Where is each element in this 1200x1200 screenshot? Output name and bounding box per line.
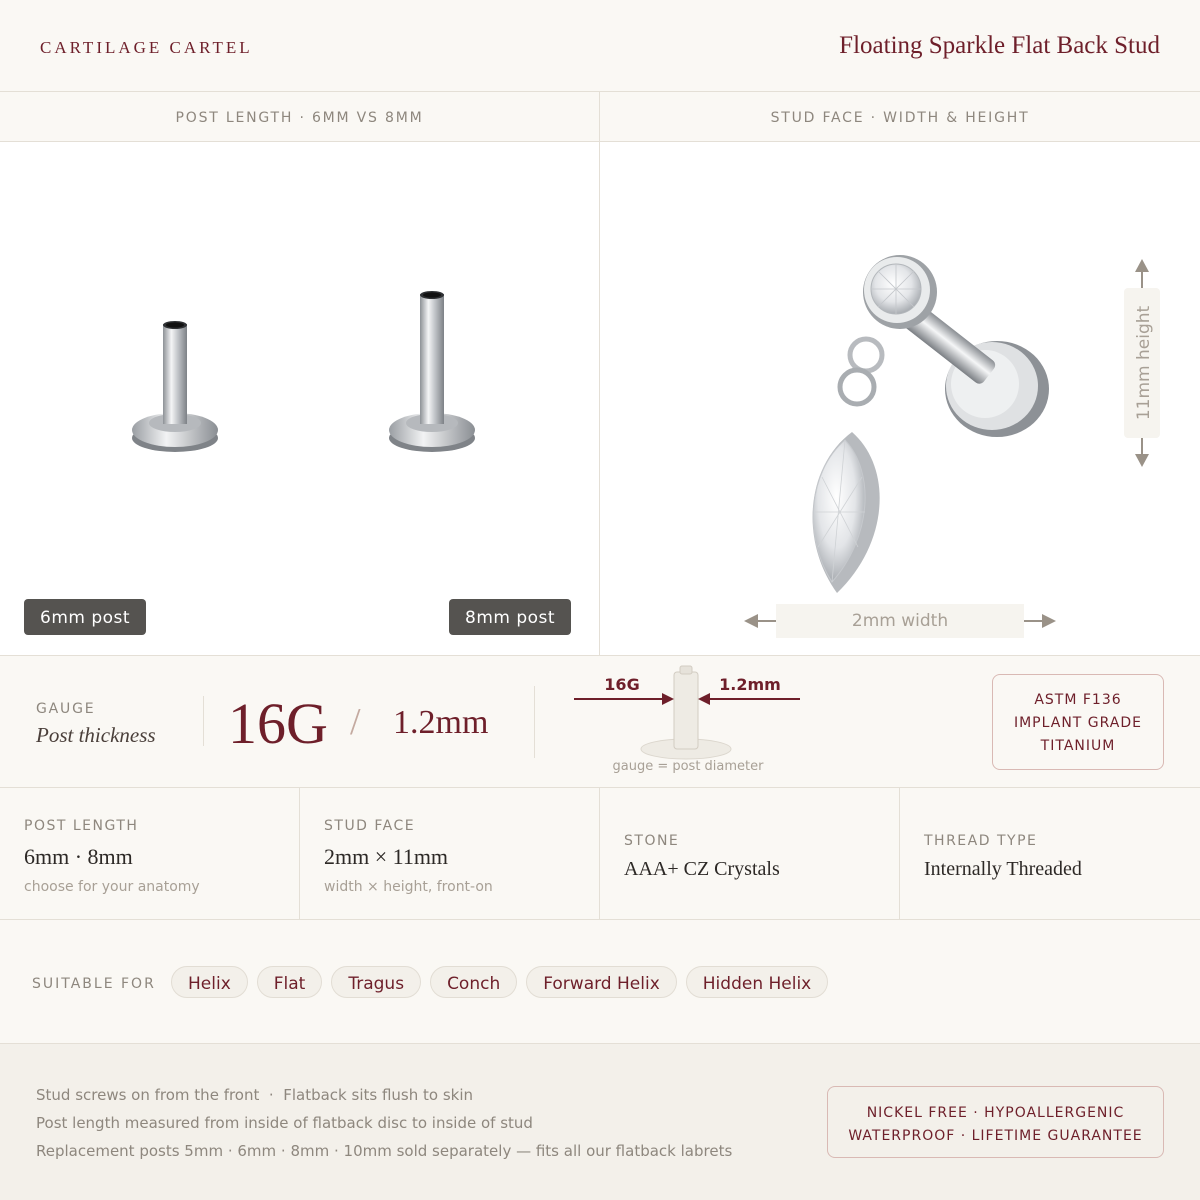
guarantee-badge <box>827 1086 1164 1158</box>
spec-note: width × height, front-on <box>324 879 493 895</box>
arrow-left-icon <box>698 693 710 705</box>
arrow-up-icon <box>1135 259 1149 272</box>
brand-logo[interactable]: CARTILAGE CARTEL <box>40 38 253 57</box>
piercing-chip-hidden-helix[interactable]: Hidden Helix <box>686 966 828 998</box>
spec-grid <box>0 788 1200 920</box>
guarantee-line: NICKEL FREE · HYPOALLERGENIC <box>866 1105 1125 1121</box>
material-badge <box>992 674 1164 770</box>
piercing-chip-helix[interactable]: Helix <box>171 966 248 998</box>
divider <box>203 696 204 746</box>
header <box>0 0 1200 92</box>
height-dimension <box>1124 259 1160 467</box>
spec-value: AAA+ CZ Crystals <box>624 858 780 880</box>
divider <box>534 686 535 758</box>
spec-label: THREAD TYPE <box>924 833 1038 849</box>
piercing-chip-conch[interactable]: Conch <box>430 966 517 998</box>
post-length-panel <box>0 92 600 656</box>
stud-face-illustration <box>600 142 1200 654</box>
diagram-caption: gauge = post diameter <box>612 759 764 774</box>
footer-note: Replacement posts 5mm · 6mm · 8mm · 10mm sold separately — fits all our flatback labrets <box>36 1142 733 1160</box>
spec-label: STUD FACE <box>324 818 416 834</box>
spec-post-length <box>0 788 300 919</box>
gauge-separator: / <box>350 701 361 743</box>
piercing-chip-forward-helix[interactable]: Forward Helix <box>526 966 677 998</box>
spec-note: choose for your anatomy <box>24 879 200 895</box>
post-length-illustration <box>0 142 600 654</box>
piercing-chip-list <box>171 966 828 998</box>
stud-face-heading: STUD FACE · WIDTH & HEIGHT <box>600 92 1200 142</box>
gauge-subtitle: Post thickness <box>36 723 156 747</box>
piercing-chip-tragus[interactable]: Tragus <box>331 966 421 998</box>
diagram-gauge-label: 16G <box>604 675 640 694</box>
material-badge-line: TITANIUM <box>1040 738 1116 754</box>
arrow-left-icon <box>744 614 758 628</box>
footer-note: Stud screws on from the front · Flatback sits flush to skin <box>36 1086 473 1104</box>
product-title: Floating Sparkle Flat Back Stud <box>839 32 1160 59</box>
spec-thread-type <box>900 788 1200 919</box>
material-badge-line: IMPLANT GRADE <box>1013 715 1143 731</box>
spec-stud-face <box>300 788 600 919</box>
long-post-image <box>389 291 475 452</box>
gauge-millimeters: 1.2mm <box>393 704 489 741</box>
suitable-for-section <box>0 920 1200 1044</box>
spec-label: STONE <box>624 833 680 849</box>
long-post-tag: 8mm post <box>449 599 571 635</box>
diagram-mm-label: 1.2mm <box>719 675 781 694</box>
gauge-section <box>0 656 1200 788</box>
width-label: 2mm width <box>776 604 1024 638</box>
footer <box>0 1044 1200 1200</box>
material-badge-line: ASTM F136 <box>1034 692 1122 708</box>
arrow-down-icon <box>1135 454 1149 467</box>
piercing-chip-flat[interactable]: Flat <box>257 966 323 998</box>
short-post-image <box>132 321 218 452</box>
gauge-value: 16G <box>228 691 328 756</box>
footer-note: Post length measured from inside of flatback disc to inside of stud <box>36 1114 533 1132</box>
height-label: 11mm height <box>1134 305 1154 421</box>
spec-value: Internally Threaded <box>924 858 1082 880</box>
spec-stone <box>600 788 900 919</box>
stud-face-panel <box>600 92 1200 656</box>
suitable-for-label: SUITABLE FOR <box>32 976 156 992</box>
gauge-label: GAUGE <box>36 701 96 717</box>
guarantee-line: WATERPROOF · LIFETIME GUARANTEE <box>848 1128 1143 1144</box>
spec-label: POST LENGTH <box>24 818 139 834</box>
arrow-right-icon <box>1042 614 1056 628</box>
short-post-tag: 6mm post <box>24 599 146 635</box>
post-length-heading: POST LENGTH · 6MM VS 8MM <box>0 92 599 142</box>
gauge-diagram <box>568 660 808 770</box>
spec-value: 2mm × 11mm <box>324 844 449 869</box>
stud-image <box>813 255 1049 593</box>
spec-value: 6mm · 8mm <box>24 844 133 869</box>
arrow-right-icon <box>662 693 674 705</box>
